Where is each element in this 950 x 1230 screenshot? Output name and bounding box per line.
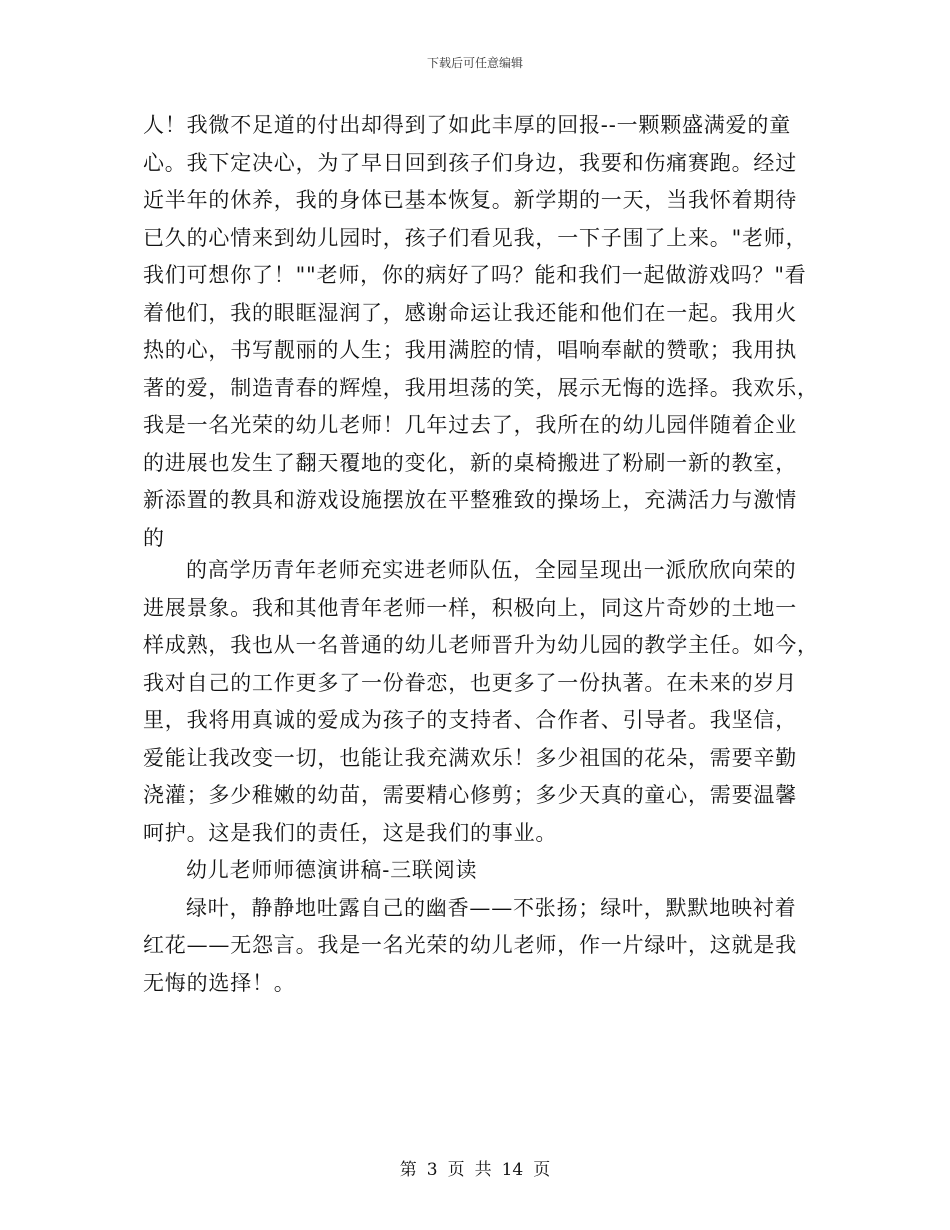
text-line: 无悔的选择！。 [143,970,296,995]
text-line: 里，我将用真诚的爱成为孩子的支持者、合作者、引导者。我坚信， [143,708,797,732]
page-header: 下载后可任意编辑 [426,56,523,70]
text-line: 著的爱，制造青春的辉煌，我用坦荡的笑，展示无悔的选择。我欢乐， [143,375,819,400]
section-title: 幼儿老师师德演讲稿-三联阅读 [186,858,478,882]
footer-prefix: 第 [399,1160,417,1180]
text-line: 我对自己的工作更多了一份眷恋，也更多了一份执著。在未来的岁月 [143,670,797,695]
text-line: 热的心，书写靓丽的人生；我用满腔的情，唱响奉献的赞歌；我用执 [143,338,797,362]
text-line: 进展景象。我和其他青年老师一样，积极向上，同这片奇妙的土地一 [143,595,797,620]
paragraph-block-2 [143,552,819,1002]
text-line: 我是一名光荣的幼儿老师！几年过去了，我所在的幼儿园伴随着企业 [143,413,797,437]
total-pages: 14 [501,1160,524,1180]
text-line: 的高学历青年老师充实进老师队伍，全园呈现出一派欣欣向荣的 [186,558,797,582]
footer-total-word: 共 [474,1160,492,1180]
page-number: 3 [426,1160,438,1180]
text-line: 样成熟，我也从一名普通的幼儿老师晋升为幼儿园的教学主任。如今， [143,633,819,657]
text-line: 心。我下定决心，为了早日回到孩子们身边，我要和伤痛赛跑。经过 [143,150,797,175]
text-line: 红花——无怨言。我是一名光荣的幼儿老师，作一片绿叶，这就是我 [143,933,797,957]
page-footer [0,1155,950,1180]
text-line: 呵护。这是我们的责任，这是我们的事业。 [143,820,558,845]
text-line: 已久的心情来到幼儿园时，孩子们看见我，一下子围了上来。"老师， [143,225,808,250]
text-line: 近半年的休养，我的身体已基本恢复。新学期的一天，当我怀着期待 [143,188,797,212]
text-line: 的 [143,525,165,550]
paragraph-block-1 [143,107,819,557]
footer-suffix: 页 [533,1160,551,1180]
footer-page-word: 页 [447,1160,465,1180]
text-line: 的进展也发生了翻天覆地的变化，新的桌椅搬进了粉刷一新的教室， [143,450,797,475]
text-line: 绿叶，静静地吐露自己的幽香——不张扬；绿叶，默默地映衬着 [186,895,797,920]
text-line: 着他们，我的眼眶湿润了，感谢命运让我还能和他们在一起。我用火 [143,300,797,325]
text-line: 爱能让我改变一切，也能让我充满欢乐！多少祖国的花朵，需要辛勤 [143,745,797,770]
text-line: 人！我微不足道的付出却得到了如此丰厚的回报--一颗颗盛满爱的童 [143,113,791,137]
text-line: 浇灌；多少稚嫩的幼苗，需要精心修剪；多少天真的童心，需要温馨 [143,783,797,807]
text-line: 我们可想你了！""老师，你的病好了吗？能和我们一起做游戏吗？"看 [143,263,807,287]
text-line: 新添置的教具和游戏设施摆放在平整雅致的操场上，充满活力与激情 [143,488,797,512]
